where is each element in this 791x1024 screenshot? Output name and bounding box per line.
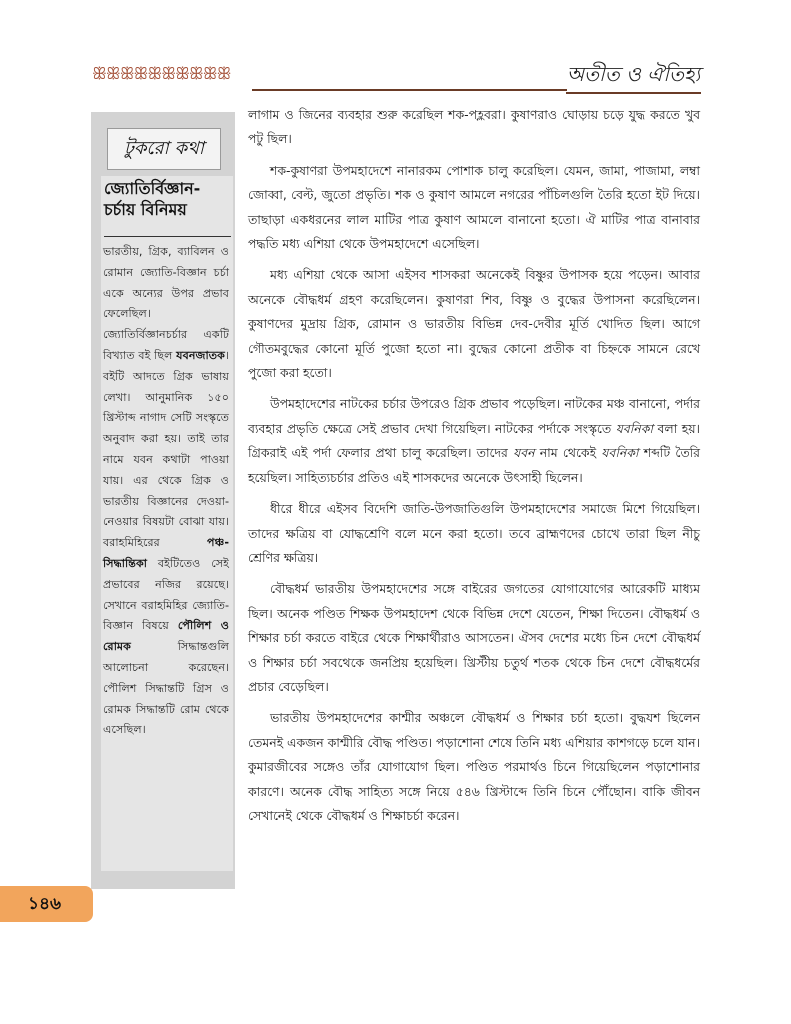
paragraph xyxy=(248,392,700,490)
paragraph-text: শব্দটি তৈরি হয়েছিল। সাহিত্যচর্চার প্রতিও এই শাসকদের অনেকে উৎসাহী ছিলেন। xyxy=(248,445,701,485)
paragraph: শক-কুষাণরা উপমহাদেশে নানারকম পোশাক চালু করেছিল। যেমন, জামা, পাজামা, লম্বা জোব্বা, বেল্ট, জুতো প্রভৃতি। শক ও কুষাণ আমলে নগরের পাঁচিলগুলি তৈরি হতো ইট দিয়ে। তাছাড়া একধরনের লাল মাটির পাত্র কুষাণ আমলে বানানো হতো। ঐ মাটির পাত্র বানাবার পদ্ধতি মধ্য এশিয়া থেকে উপমহাদেশে এসেছিল। xyxy=(248,162,700,252)
sidebar-title: টুকরো কথা xyxy=(107,128,221,170)
sidebar-term-paulisha-romaka: পৌলিশ ও রোমক xyxy=(103,619,229,654)
paragraph: ভারতীয় উপমহাদেশের কাশ্মীর অঞ্চলে বৌদ্ধধর্ম ও শিক্ষার চর্চা হতো। বুদ্ধযশ ছিলেন তেমনই একজন কাশ্মীরি বৌদ্ধ পণ্ডিত। পড়াশোনা শেষে তিনি মধ্য এশিয়ার কাশগড়ে চলে যান। কুমারজীবের সঙ্গেও তাঁর যোগাযোগ ছিল। পণ্ডিত পরমার্থও চিনে গিয়েছিলেন পড়াশোনার কারণে। অনেক বৌদ্ধ সাহিত্য সঙ্গে নিয়ে ৫৪৬ খ্রিস্টাব্দে তিনি চিনে পৌঁছোন। বাকি জীবন সেখানেই থেকে বৌদ্ধধর্ম ও শিক্ষাচর্চা করেন। xyxy=(248,710,700,823)
paragraph: মধ্য এশিয়া থেকে আসা এইসব শাসকরা অনেকেই বিষ্ণুর উপাসক হয়ে পড়েন। আবার অনেকে বৌদ্ধধর্ম গ্রহণ করেছিলেন। কুষাণরা শিব, বিষ্ণু ও বুদ্ধের উপাসনা করেছিলেন। কুষাণদের মুদ্রায় গ্রিক, রোমান ও ভারতীয় বিভিন্ন দেব-দেবীর মূর্তি খোদিত ছিল। আগে গৌতমবুদ্ধের কোনো মূর্তি পুজো হতো না। বুদ্ধের কোনো প্রতীক বা চিহ্নকে সামনে রেখে পুজো করা হতো। xyxy=(248,267,700,381)
paragraph-text: নাম থেকেই xyxy=(534,445,602,461)
page-number: ১৪৬ xyxy=(28,894,62,914)
sidebar-text-2: । বইটি আদতে গ্রিক ভাষায় লেখা। আনুমানিক ১৫০ খ্রিস্টাব্দ নাগাদ সেটি সংস্কৃতে অনুবাদ করা হয়। তাই তার নামে যবন কথাটা পাওয়া যায়। এর থেকে গ্রিক ও ভারতীয় বিজ্ঞানের দেওয়া-নেওয়ার বিষয়টা বোঝা যায়। বরাহমিহিরের xyxy=(103,348,229,550)
page-header xyxy=(0,40,791,100)
decorative-border-ornament: ꕥꕥꕥꕥꕥꕥꕥꕥꕥꕥ xyxy=(92,64,231,83)
paragraph-text: উপমহাদেশের নাটকের চর্চার উপরেও গ্রিক প্রভাব পড়েছিল। নাটকের মঞ্চ বানানো, পর্দার ব্যবহার প্রভৃতি ক্ষেত্রে সেই প্রভাব দেখা গিয়েছিল। নাটকের পর্দাকে সংস্কৃতে xyxy=(248,396,700,436)
chapter-title: অতীত ও ঐতিহ্য xyxy=(566,56,701,94)
paragraph: বৌদ্ধধর্ম ভারতীয় উপমহাদেশের সঙ্গে বাইরের জগতের যোগাযোগের আরেকটি মাধ্যম ছিল। অনেক পণ্ডিত শিক্ষক উপমহাদেশ থেকে বিভিন্ন দেশে যেতেন, শিক্ষা দিতেন। বৌদ্ধধর্ম ও শিক্ষার চর্চা করতে বাইরে থেকে শিক্ষার্থীরাও আসতেন। ঐসব দেশের মধ্যে চিন দেশে বৌদ্ধধর্ম ও শিক্ষার চর্চা সবথেকে জনপ্রিয় হয়েছিল। খ্রিস্টীয় চতুর্থ শতক থেকে চিন দেশে বৌদ্ধধর্মের প্রচার বেড়েছিল। xyxy=(248,581,701,694)
main-text-column xyxy=(248,103,700,835)
sidebar-text-3: বইটিতেও সেই প্রভাবের নজির রয়েছে। সেখানে বরাহমিহির জ্যোতি-বিজ্ঞান বিষয়ে xyxy=(103,556,229,633)
paragraph: লাগাম ও জিনের ব্যবহার শুরু করেছিল শক-পহ্লবরা। কুষাণরাও ঘোড়ায় চড়ে যুদ্ধ করতে খুব পটু ছিল। xyxy=(248,107,700,147)
sidebar-body xyxy=(103,242,229,741)
sidebar-text-1: ভারতীয়, গ্রিক, ব্যাবিলন ও রোমান জ্যোতি-বিজ্ঞান চর্চা একে অন্যের উপর প্রভাব ফেলেছিল। জ্যোতির্বিজ্ঞানচর্চার একটি বিখ্যাত বই ছিল xyxy=(103,245,229,362)
italic-term: যবনিকা xyxy=(615,420,653,436)
paragraph-text: বলা হয়। গ্রিকরাই এই পর্দা ফেলার প্রথা চালু করেছিল। তাদের xyxy=(248,420,700,461)
sidebar-term-jabanajataka: যবনজাতক xyxy=(176,348,225,362)
sidebar-heading: জ্যোতির্বিজ্ঞান-চর্চায় বিনিময় xyxy=(104,178,231,237)
italic-term: যবন xyxy=(513,445,535,461)
paragraph: ধীরে ধীরে এইসব বিদেশি জাতি-উপজাতিগুলি উপমহাদেশের সমাজে মিশে গিয়েছিল। তাদের ক্ষত্রিয় বা যোদ্ধশ্রেণি বলে মনে করা হতো। তবে ব্রাহ্মণদের চোখে তারা ছিল নীচু শ্রেণির ক্ষত্রিয়। xyxy=(248,501,700,565)
sidebar-text-4: সিদ্ধান্তগুলি আলোচনা করেছেন। পৌলিশ সিদ্ধান্তটি গ্রিস ও রোমক সিদ্ধান্তটি রোম থেকে এসেছিল। xyxy=(103,640,229,737)
italic-term: যবনিকা xyxy=(601,445,639,461)
header-rule xyxy=(252,89,567,91)
sidebar-term-panchasiddhantika: পঞ্চ-সিদ্ধান্তিকা xyxy=(103,536,229,570)
